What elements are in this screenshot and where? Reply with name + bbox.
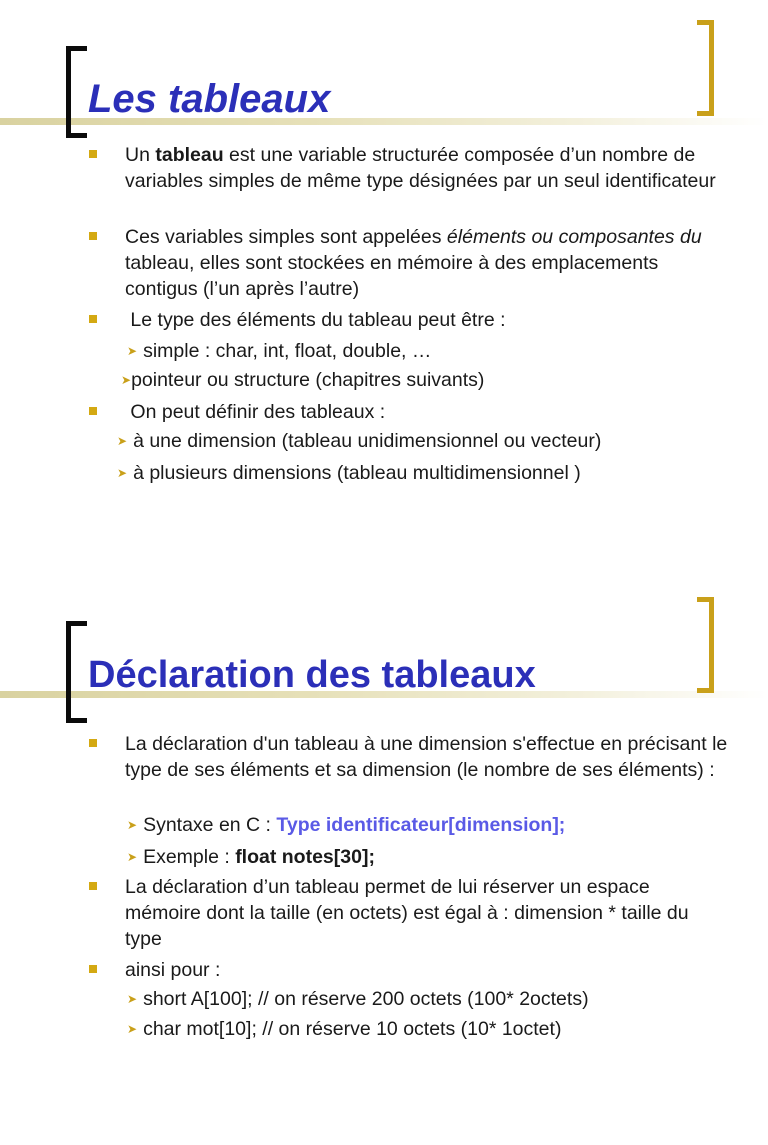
arrowhead-bullet-icon: ➤	[117, 466, 128, 480]
bullet-definition: Un tableau est une variable structurée composée d’un nombre de variables simples de même type désignées par un seul identificateur	[125, 142, 728, 194]
slide-les-tableaux	[0, 0, 768, 570]
sub-bullet-char-example: ➤ char mot[10]; // on réserve 10 octets (10* 1octet)	[127, 1018, 562, 1040]
square-bullet-icon	[89, 315, 97, 323]
left-bracket-decoration	[66, 46, 87, 138]
arrowhead-bullet-icon: ➤	[127, 850, 138, 864]
square-bullet-icon	[89, 739, 97, 747]
sub-bullet-example: ➤ Exemple : float notes[30];	[127, 846, 375, 868]
right-bracket-decoration	[697, 597, 714, 693]
arrowhead-bullet-icon: ➤	[127, 344, 138, 358]
sub-bullet-short-example: ➤ short A[100]; // on réserve 200 octets (100* 2octets)	[127, 988, 589, 1010]
sub-bullet-one-dimension: ➤ à une dimension (tableau unidimensionnel ou vecteur)	[117, 430, 602, 452]
arrowhead-bullet-icon: ➤	[127, 818, 138, 832]
sub-bullet-syntax: ➤ Syntaxe en C : Type identificateur[dimension];	[127, 814, 566, 836]
bullet-examples: ainsi pour :	[125, 957, 728, 983]
right-bracket-decoration	[697, 20, 714, 116]
square-bullet-icon	[89, 882, 97, 890]
slide-declaration-des-tableaux	[0, 575, 768, 1145]
left-bracket-decoration	[66, 621, 87, 723]
square-bullet-icon	[89, 965, 97, 973]
bullet-memory-size: La déclaration d’un tableau permet de lui réserver un espace mémoire dont la taille (en octets) est égal à : dimension * taille du type	[125, 874, 728, 952]
arrowhead-bullet-icon: ➤	[127, 1022, 138, 1036]
sub-bullet-pointer-types: ➤pointeur ou structure (chapitres suivants)	[121, 369, 485, 391]
sub-bullet-multi-dimension: ➤ à plusieurs dimensions (tableau multidimensionnel )	[117, 462, 581, 484]
slide-title: Les tableaux	[88, 77, 331, 121]
square-bullet-icon	[89, 150, 97, 158]
arrowhead-bullet-icon: ➤	[117, 434, 128, 448]
slide-title: Déclaration des tableaux	[88, 654, 536, 696]
bullet-declaration: La déclaration d'un tableau à une dimension s'effectue en précisant le type de ses éléments et sa dimension (le nombre de ses éléments) :	[125, 731, 728, 783]
bullet-elements: Ces variables simples sont appelées éléments ou composantes du tableau, elles sont stockées en mémoire à des emplacements contigus (l’un après l’autre)	[125, 224, 728, 302]
bullet-element-types: Le type des éléments du tableau peut être :	[125, 307, 728, 333]
sub-bullet-simple-types: ➤ simple : char, int, float, double, …	[127, 340, 432, 362]
square-bullet-icon	[89, 232, 97, 240]
arrowhead-bullet-icon: ➤	[121, 373, 132, 387]
square-bullet-icon	[89, 407, 97, 415]
arrowhead-bullet-icon: ➤	[127, 992, 138, 1006]
bullet-define-arrays: On peut définir des tableaux :	[125, 399, 728, 425]
